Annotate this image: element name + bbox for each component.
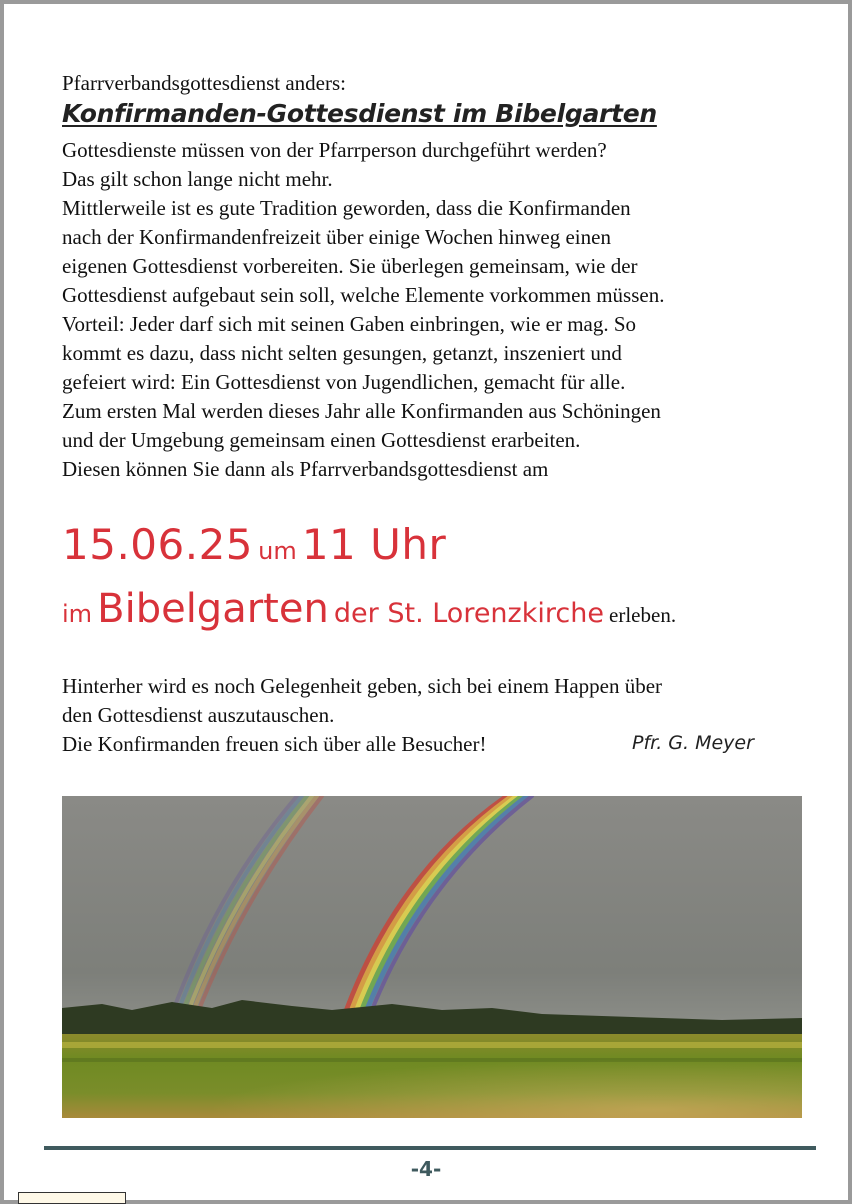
event-venue: Bibelgarten (97, 586, 329, 632)
closing-line: den Gottesdienst auszutauschen. (62, 703, 335, 727)
article-kicker: Pfarrverbandsgottesdienst anders: (62, 71, 347, 95)
body-line: Gottesdienst aufgebaut sein soll, welche Elemente vorkommen müssen. (62, 283, 665, 307)
body-line: Mittlerweile ist es gute Tradition geworden, dass die Konfirmanden (62, 196, 631, 220)
body-line: kommt es dazu, dass nicht selten gesungen, getanzt, inszeniert und (62, 341, 622, 365)
body-line: nach der Konfirmandenfreizeit über einige Wochen hinweg einen (62, 225, 611, 249)
corner-box (18, 1192, 126, 1204)
event-time: 11 Uhr (301, 520, 447, 569)
event-um: um (258, 537, 297, 565)
body-line: Das gilt schon lange nicht mehr. (62, 167, 333, 191)
article-headline: Konfirmanden-Gottesdienst im Bibelgarten (62, 99, 657, 128)
article-body (62, 136, 802, 484)
rainbow-field-photo (62, 796, 802, 1118)
body-line: Diesen können Sie dann als Pfarrverbandsgottesdienst am (62, 457, 549, 481)
body-line: Zum ersten Mal werden dieses Jahr alle Konfirmanden aus Schöningen (62, 399, 661, 423)
signature: Pfr. G. Meyer (632, 732, 754, 754)
body-line: eigenen Gottesdienst vorbereiten. Sie überlegen gemeinsam, wie der (62, 254, 638, 278)
event-place-line (62, 586, 676, 632)
closing-line: Hinterher wird es noch Gelegenheit geben, sich bei einem Happen über (62, 674, 663, 698)
footer-rule (44, 1146, 816, 1150)
body-line: Gottesdienste müssen von der Pfarrperson durchgeführt werden? (62, 138, 607, 162)
article (62, 70, 802, 484)
body-line: und der Umgebung gemeinsam einen Gottesdienst erarbeiten. (62, 428, 581, 452)
body-line: gefeiert wird: Ein Gottesdienst von Jugendlichen, gemacht für alle. (62, 370, 626, 394)
page (4, 4, 848, 1200)
event-tail: erleben. (609, 603, 677, 627)
closing-line: Die Konfirmanden freuen sich über alle Besucher! (62, 732, 487, 756)
event-date-line (62, 520, 446, 569)
page-number: -4- (410, 1157, 442, 1181)
event-im: im (62, 600, 93, 628)
event-date: 15.06.25 (62, 520, 254, 569)
body-line: Vorteil: Jeder darf sich mit seinen Gaben einbringen, wie er mag. So (62, 312, 637, 336)
event-church: der St. Lorenzkirche (333, 598, 604, 629)
